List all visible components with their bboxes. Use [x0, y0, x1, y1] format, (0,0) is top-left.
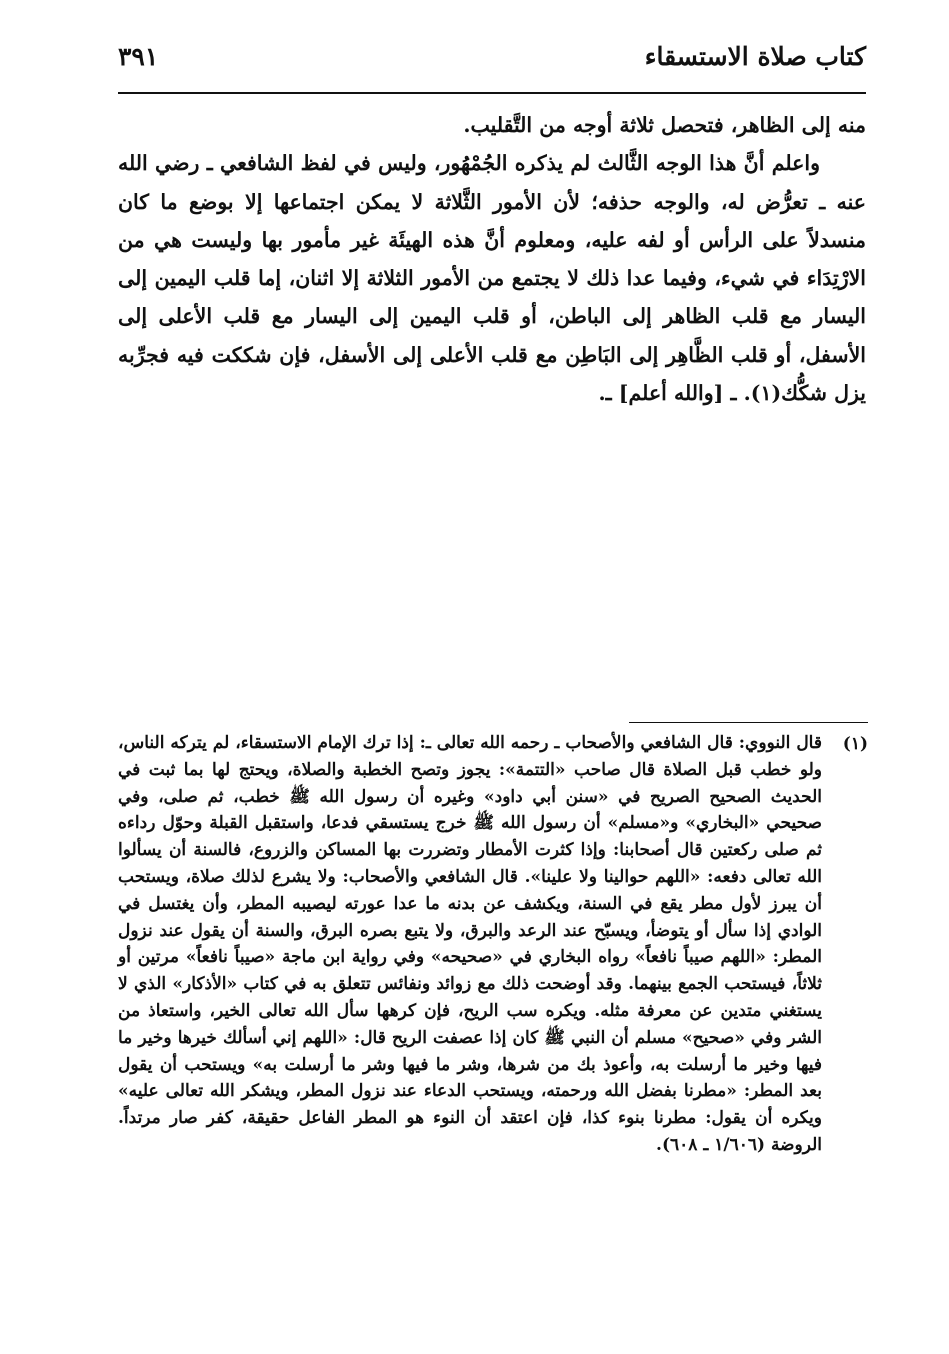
footnote-text: قال النووي: قال الشافعي والأصحاب ـ رحمه الله تعالى ـ: إذا ترك الإمام الاستسقاء، لم يتركه الناس، ولو خطب قبل الصلاة قال صاحب «التتمة»: يجوز وتصح الخطبة والصلاة، ويحتج لها بما ثبت في الحديث الصحيح الصريح في «سنن أبي داود» وغيره أن رسول الله ﷺ خطب، ثم صلى، وفي صحيحي «البخاري» و«مسلم» أن رسول الله ﷺ خرج يستسقي فدعا، واستقبل القبلة وحوّل رداءه ثم صلى ركعتين قال أصحابنا: وإذا كثرت الأمطار وتضررت بها المساكن والزروع، فالسنة أن يسألوا الله تعالى دفعه: «اللهم حوالينا ولا علينا». قال الشافعي والأصحاب: ولا يشرع لذلك صلاة، ويستحب أن يبرز لأول مطر يقع في السنة، ويكشف عن بدنه ما عدا عورته ليصيبه المطر، وأن يغتسل في الوادي إذا سأل أو يتوضأ، ويسبّح عند الرعد والبرق، ولا يتبع بصره البرق، والسنة أن يقول عند نزول المطر: «اللهم صيباً نافعاً» رواه البخاري في «صحيحه» وفي رواية ابن ماجة «صيباً نافعاً» مرتين أو ثلاثاً، فيستحب الجمع بينهما. وقد أوضحت ذلك مع زوائد ونفائس تتعلق به في كتاب «الأذكار» الذي لا يستغني متدين عن معرفة مثله. ويكره سب الريح، فإن كرهها سأل الله تعالى الخير، واستعاذ من الشر وفي «صحيح» مسلم أن النبي ﷺ كان إذا عصفت الريح قال: «اللهم إني أسألك خيرها وخير ما فيها وخير ما أرسلت به، وأعوذ بك من شرها، وشر ما فيها وشر ما أرسلت به» ويستحب أن يقول بعد المطر: «مطرنا بفضل الله ورحمته، ويستحب الدعاء عند نزول المطر، ويشكر الله تعالى عليه» ويكره أن يقول: مطرنا بنوء كذا، فإن اعتقد أن النوء هو المطر الفاعل حقيقة، كفر صار مرتداً. الروضة (١/٦٠٦ ـ ٦٠٨). — [118, 733, 822, 1155]
footnote — [118, 730, 868, 1159]
page-number: ٣٩١ — [118, 42, 159, 71]
footnote-marker: (١) — [842, 734, 868, 754]
page-header — [118, 38, 866, 94]
paragraph-continuation: منه إلى الظاهر، فتحصل ثلاثة أوجه من التَّقليب. — [463, 113, 866, 137]
footnote-divider — [629, 722, 868, 723]
paragraph-main: واعلم أنَّ هذا الوجه الثَّالث لم يذكره الجُمْهُور، وليس في لفظ الشافعي ـ رضي الله عنه ـ تعرُّض له، والوجه حذفه؛ لأن الأمور الثَّلاثة لا يمكن اجتماعها إلا بوضع ما كان منسدلاً على الرأس أو لفه عليه، ومعلوم أنَّ هذه الهيئَة غير مأمور بها وليست هي من الارْتِدَاء في شيء، وفيما عدا ذلك لا يجتمع من الأمور الثلاثة إلا اثنان، إما قلب اليمين إلى اليسار مع قلب الظاهر إلى الباطن، أو قلب اليمين إلى اليسار مع قلب الأعلى إلى الأسفل، أو قلب الظَّاهِر إلى البَاطِن مع قلب الأعلى إلى الأسفل، فإن شككت فيه فجرِّبه يزل شكُّك(١). ـ [والله أعلم] ـ. — [118, 151, 866, 406]
main-text — [118, 106, 866, 412]
chapter-title: كتاب صلاة الاستسقاء — [644, 42, 866, 71]
